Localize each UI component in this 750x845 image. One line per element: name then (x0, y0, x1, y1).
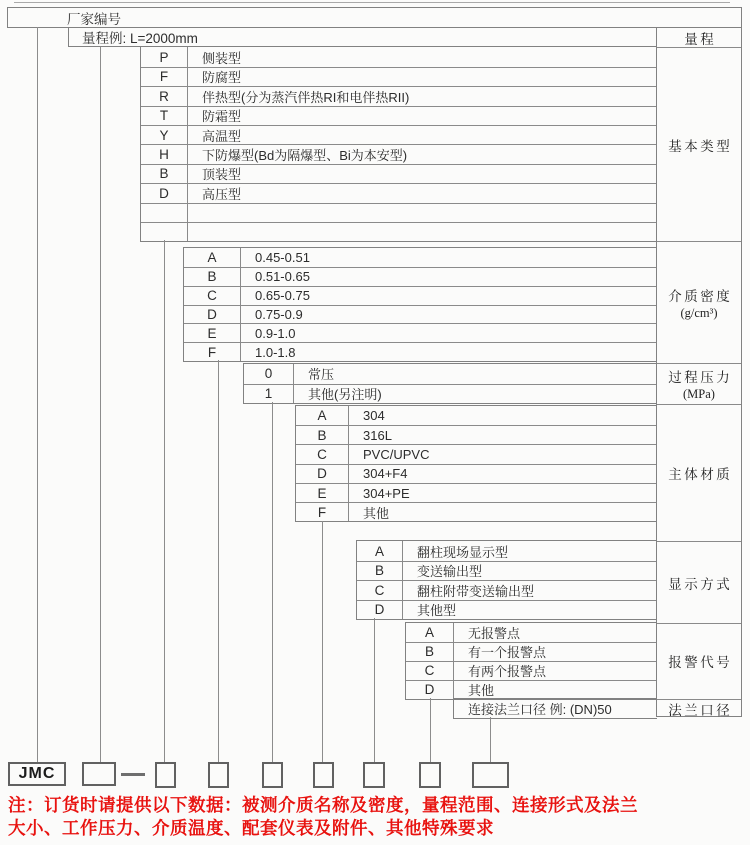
table-row (141, 47, 657, 66)
table-row (184, 305, 657, 324)
description-cell: 防霜型 (202, 109, 242, 125)
category-column (656, 27, 742, 717)
code-cell (141, 204, 188, 222)
connector-line-basic-type (164, 240, 165, 762)
description-cell (188, 204, 657, 222)
category-label: 过程压力 (668, 369, 733, 385)
description-cell: 1.0-1.8 (255, 344, 296, 360)
description-cell: 0.75-0.9 (255, 306, 303, 322)
code-cell: B (141, 165, 188, 183)
description-cell: 顶装型 (202, 167, 242, 183)
top-edge-line (14, 2, 730, 3)
table-row (296, 425, 657, 444)
code-cell: A (184, 248, 241, 267)
description-cell: 0.9-1.0 (255, 325, 296, 341)
table-row (296, 464, 657, 483)
selection-table-alarm (405, 622, 657, 700)
code-cell: C (357, 581, 403, 599)
model-prefix-box (8, 762, 66, 786)
code-cell: B (184, 268, 241, 286)
connector-line-range-code (100, 47, 101, 762)
model-prefix-label: JMC (18, 765, 56, 782)
table-row (184, 248, 657, 267)
category-label: 介质密度 (668, 288, 733, 304)
description-cell: 变送输出型 (417, 564, 483, 580)
manufacturer-number-box (7, 7, 742, 28)
description-cell: 翻柱附带变送输出型 (417, 583, 535, 599)
table-row (296, 444, 657, 463)
order-note (8, 794, 744, 840)
order-note-line1: 注：订货时请提供以下数据：被测介质名称及密度，量程范围、连接形式及法兰 (8, 795, 638, 815)
model-box-pressure (262, 762, 283, 788)
description-cell: 其他 (468, 683, 495, 699)
selection-table-material (295, 405, 657, 523)
code-cell: E (184, 324, 241, 342)
connector-line-alarm (430, 698, 431, 762)
description-cell: 高温型 (202, 128, 242, 144)
description-cell: 其他(另注明) (308, 387, 382, 403)
model-box-density (208, 762, 229, 788)
description-cell: 304+PE (363, 485, 410, 501)
code-cell: P (141, 47, 188, 66)
code-cell: R (141, 87, 188, 105)
code-cell: D (184, 306, 241, 324)
code-cell: A (357, 541, 403, 560)
table-row (141, 222, 657, 241)
connector-line-density (218, 360, 219, 762)
description-cell: 有两个报警点 (468, 664, 547, 680)
code-cell: D (141, 184, 188, 202)
category-unit: (MPa) (683, 386, 715, 401)
table-row (141, 125, 657, 144)
table-row (141, 106, 657, 125)
category-cell-basic-type (657, 47, 741, 241)
category-label: 基本类型 (668, 138, 733, 154)
category-cell-display (657, 541, 741, 622)
table-row (184, 323, 657, 342)
connector-line-flange (490, 717, 491, 762)
code-cell: 1 (244, 385, 294, 403)
table-row (296, 406, 657, 425)
code-cell: F (184, 343, 241, 361)
code-cell: D (357, 601, 403, 619)
table-row (184, 267, 657, 286)
category-label: 报警代号 (668, 655, 733, 671)
table-row (141, 86, 657, 105)
table-row (406, 623, 657, 642)
description-cell: 伴热型(分为蒸汽伴热RI和电伴热RII) (202, 89, 410, 105)
selection-table-pressure (243, 363, 657, 404)
description-cell: 0.51-0.65 (255, 269, 310, 285)
code-cell (141, 223, 188, 241)
description-cell: 0.45-0.51 (255, 249, 310, 265)
category-cell-material (657, 404, 741, 541)
model-box-display (363, 762, 385, 788)
table-row (454, 699, 657, 718)
category-cell-range (657, 28, 741, 48)
code-cell: T (141, 107, 188, 125)
model-box-flange (472, 762, 509, 788)
description-cell: 侧装型 (202, 50, 242, 66)
table-row (184, 286, 657, 305)
code-cell: D (296, 465, 349, 483)
code-cell: B (406, 643, 454, 661)
description-cell: 0.65-0.75 (255, 288, 310, 304)
description-cell: 防腐型 (202, 70, 242, 86)
table-row (357, 561, 657, 580)
code-cell: B (296, 426, 349, 444)
code-cell: E (296, 484, 349, 502)
description-cell: 高压型 (202, 186, 242, 202)
description-cell: 304+F4 (363, 466, 408, 482)
selection-table-basic-type (140, 46, 657, 242)
order-note-line2: 大小、工作压力、介质温度、配套仪表及附件、其他特殊要求 (8, 818, 494, 838)
description-cell: 常压 (308, 367, 335, 383)
range-example-label: 量程例: L=2000mm (82, 31, 198, 46)
description-cell: 无报警点 (468, 625, 521, 641)
connector-line-display (374, 618, 375, 762)
code-cell: C (296, 445, 349, 463)
connector-line-pressure (272, 402, 273, 762)
table-row (141, 203, 657, 222)
category-label: 主体材质 (668, 467, 733, 483)
code-cell: H (141, 145, 188, 163)
code-cell: Y (141, 126, 188, 144)
table-row (357, 580, 657, 599)
code-cell: 0 (244, 364, 294, 383)
code-cell: C (406, 662, 454, 680)
code-cell: F (296, 503, 349, 521)
description-cell: 316L (363, 427, 392, 443)
description-cell: 有一个报警点 (468, 645, 547, 661)
table-row (406, 680, 657, 699)
description-cell: 其他 (363, 505, 390, 521)
selection-table-density (183, 247, 657, 363)
category-cell-pressure (657, 363, 741, 404)
code-cell: B (357, 562, 403, 580)
selection-table-display (356, 540, 657, 620)
table-row (141, 144, 657, 163)
code-cell: F (141, 68, 188, 86)
table-row (141, 183, 657, 202)
category-cell-density (657, 241, 741, 363)
description-cell (188, 223, 657, 241)
separator-dash (121, 773, 145, 776)
table-row (296, 502, 657, 521)
description-cell: 连接法兰口径 例: (DN)50 (468, 701, 612, 717)
model-box-range (82, 762, 116, 786)
code-cell: A (406, 623, 454, 642)
category-cell-alarm (657, 623, 741, 699)
table-row (357, 600, 657, 619)
range-example-row (68, 27, 657, 47)
table-row (296, 483, 657, 502)
table-row (141, 67, 657, 86)
table-row (406, 661, 657, 680)
table-row (141, 164, 657, 183)
description-cell: 304 (363, 407, 385, 423)
model-box-alarm (419, 762, 441, 788)
connector-line-material (322, 521, 323, 763)
connector-line-range (37, 27, 38, 762)
selection-table-flange (453, 698, 657, 719)
code-cell: C (184, 287, 241, 305)
code-cell: D (406, 681, 454, 699)
table-row (357, 541, 657, 560)
category-unit: (g/cm³) (680, 305, 718, 320)
table-row (184, 342, 657, 361)
description-cell: 其他型 (417, 603, 457, 619)
table-row (244, 384, 657, 403)
description-cell: PVC/UPVC (363, 446, 430, 462)
manufacturer-number-label: 厂家编号 (67, 11, 121, 27)
model-box-basic-type (155, 762, 176, 788)
category-label: 法兰口径 (668, 702, 733, 718)
table-row (406, 642, 657, 661)
model-box-material (313, 762, 334, 788)
category-label: 量程 (684, 31, 717, 47)
description-cell: 翻柱现场显示型 (417, 544, 509, 560)
description-cell: 下防爆型(Bd为隔爆型、Bi为本安型) (202, 148, 408, 164)
category-label: 显示方式 (668, 576, 733, 592)
category-cell-flange (657, 699, 741, 718)
table-row (244, 364, 657, 383)
code-cell: A (296, 406, 349, 425)
